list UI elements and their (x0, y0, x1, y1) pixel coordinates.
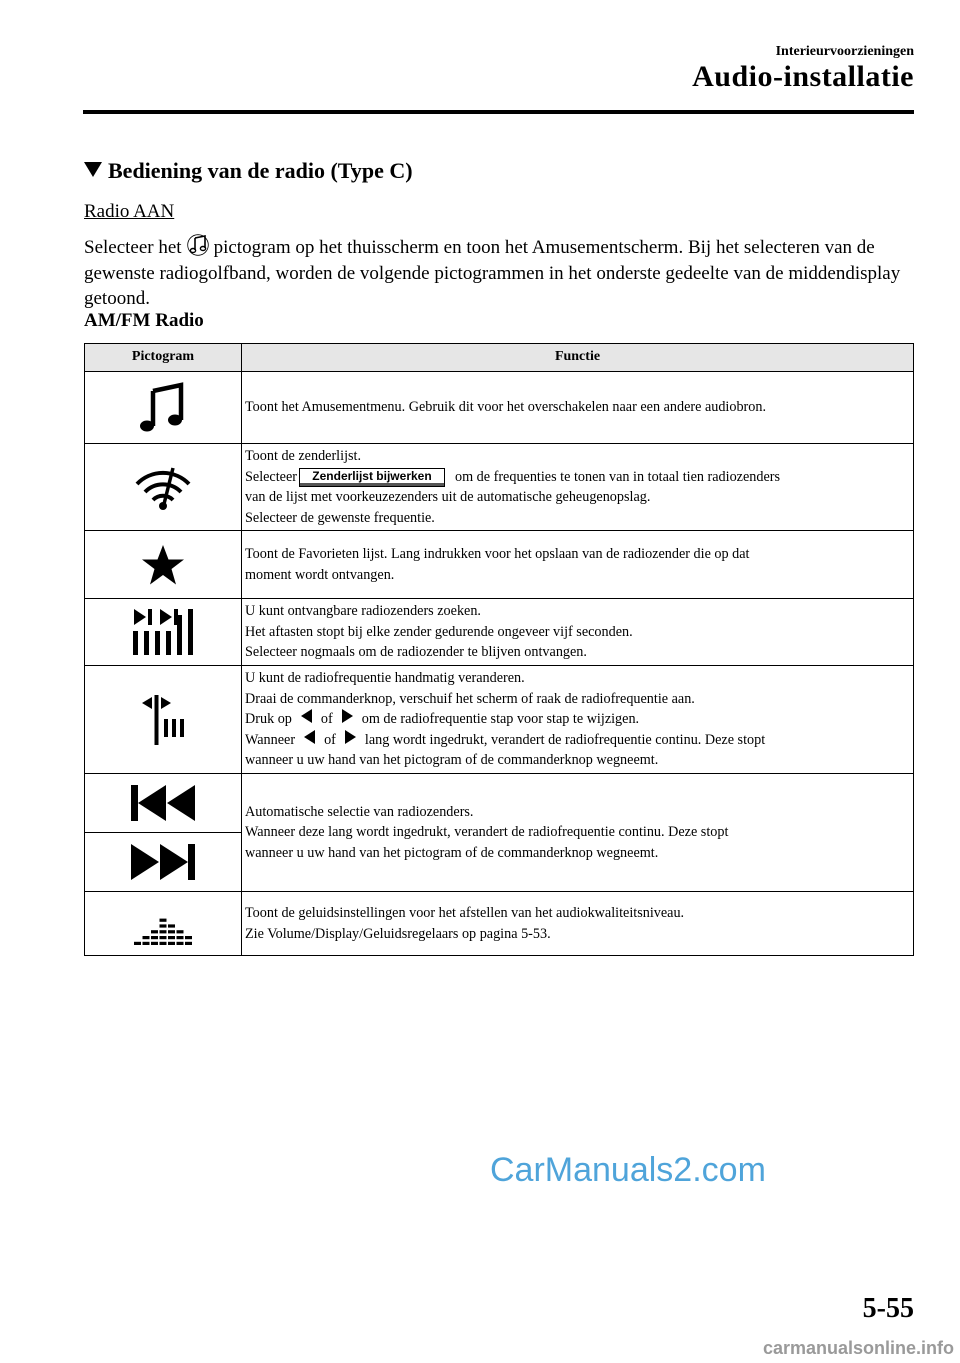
table-header-row (85, 344, 914, 372)
row2-line1: Toont de zenderlijst. (245, 448, 362, 464)
row5-line3-mid: of (320, 711, 333, 728)
row5-line3-pre: Druk op (245, 711, 292, 728)
header-title: Audio-installatie (692, 60, 914, 93)
row2-line4: Selecteer de gewenste frequentie. (245, 509, 435, 526)
row5-line5: wanneer u uw hand van het pictogram of de commanderknop wegneemt. (245, 752, 659, 769)
sound-settings-icon (133, 901, 193, 947)
pictogram-cell (85, 666, 242, 774)
row7-line1: Toont de geluidsinstellingen voor het afstellen van het audiokwaliteitsniveau. (245, 905, 685, 921)
music-note-icon (139, 382, 187, 434)
row5-line3 (245, 709, 910, 730)
header-functie: Functie (242, 344, 914, 372)
manual-tune-icon (140, 693, 186, 747)
table-title: AM/FM Radio (84, 310, 204, 331)
row2-line2-pre: Selecteer (245, 468, 297, 485)
skip-back-icon (130, 784, 196, 822)
function-cell (242, 372, 914, 444)
row5-line2: Draai de commanderknop, verschuif het scherm of raak de radiofrequentie aan. (245, 690, 695, 707)
intro-paragraph (84, 234, 914, 312)
intro-before-icon: Selecteer het (84, 237, 182, 258)
header-pictogram: Pictogram (85, 344, 242, 372)
function-cell (242, 892, 914, 956)
table-row (85, 666, 914, 774)
row7-line2: Zie Volume/Display/Geluidsregelaars op pagina 5-53. (245, 925, 551, 942)
header-rule (83, 110, 914, 114)
intro-after-icon: pictogram op het thuisscherm en toon het Amusementscherm. Bij het selecteren van de gewenste radiogolfband, worden de volgende pictogrammen in het onderste gedeelte van de middendisplay getoond. (84, 237, 901, 309)
table-row (85, 372, 914, 444)
triangle-down-icon (84, 162, 102, 177)
arrow-left-icon (304, 730, 315, 744)
skip-forward-icon (130, 843, 196, 881)
radio-signal-icon (133, 462, 193, 512)
pictogram-cell (85, 531, 242, 599)
function-cell (242, 444, 914, 531)
arrow-left-icon (301, 709, 312, 723)
seek-scan-icon (132, 607, 194, 657)
row5-line4 (245, 730, 910, 751)
row4-line1: U kunt ontvangbare radiozenders zoeken. (245, 603, 481, 620)
pictogram-cell (85, 892, 242, 956)
table-row (85, 599, 914, 666)
pictogram-cell (85, 833, 242, 892)
row5-line3-post: om de radiofrequentie stap voor stap te wijzigen. (361, 711, 640, 728)
arrow-right-icon (345, 730, 356, 744)
table-row (85, 892, 914, 956)
subheading: Radio AAN (84, 201, 175, 222)
watermark-carmanuals2: CarManuals2.com (490, 1151, 766, 1189)
table-row (85, 531, 914, 599)
row5-line4-mid: of (324, 731, 336, 748)
row3-line1: Toont de Favorieten lijst. Lang indrukken voor het opslaan van de radiozender die op dat (245, 546, 750, 562)
row1-line1: Toont het Amusementmenu. Gebruik dit voor het overschakelen naar een andere audiobron. (245, 399, 767, 416)
function-cell (242, 774, 914, 892)
pictogram-cell (85, 444, 242, 531)
function-cell (242, 666, 914, 774)
section-title-text: Bediening van de radio (Type C) (108, 158, 413, 183)
row4-line2: Het aftasten stopt bij elke zender gedurende ongeveer vijf seconden. (245, 623, 633, 640)
row2-line2 (245, 467, 910, 488)
row6-line2: Wanneer deze lang wordt ingedrukt, verandert de radiofrequentie continu. Deze stopt (245, 824, 729, 841)
pictogram-cell (85, 599, 242, 666)
section-title (84, 158, 413, 184)
zenderlijst-bijwerken-button: Zenderlijst bijwerken (299, 468, 445, 487)
row6-line1: Automatische selectie van radiozenders. (245, 803, 474, 820)
page-number: 5-55 (862, 1293, 914, 1324)
pictogram-cell (85, 372, 242, 444)
row6-line3: wanneer u uw hand van het pictogram of de commanderknop wegneemt. (245, 844, 659, 861)
row5-line4-post: lang wordt ingedrukt, verandert de radiofrequentie continu. Deze stopt (364, 731, 766, 748)
watermark-carmanualsonline: carmanualsonline.info (762, 1338, 954, 1358)
arrow-right-icon (342, 709, 353, 723)
table-row (85, 444, 914, 531)
row5-line4-pre: Wanneer (245, 731, 296, 748)
row2-line3: van de lijst met voorkeuzezenders uit de automatische geheugenopslag. (245, 489, 651, 505)
table-row (85, 774, 914, 833)
function-cell (242, 531, 914, 599)
row4-line3: Selecteer nogmaals om de radiozender te blijven ontvangen. (245, 644, 587, 661)
header-section: Interieurvoorzieningen (775, 44, 914, 59)
star-icon (141, 544, 185, 586)
music-note-icon (187, 234, 209, 256)
pictogram-cell (85, 774, 242, 833)
function-cell (242, 599, 914, 666)
row3-line2: moment wordt ontvangen. (245, 566, 395, 583)
row5-line1: U kunt de radiofrequentie handmatig veranderen. (245, 670, 525, 687)
icon-function-table (84, 343, 914, 956)
row2-line2-post: om de frequenties te tonen van in totaal tien radiozenders (454, 468, 780, 485)
